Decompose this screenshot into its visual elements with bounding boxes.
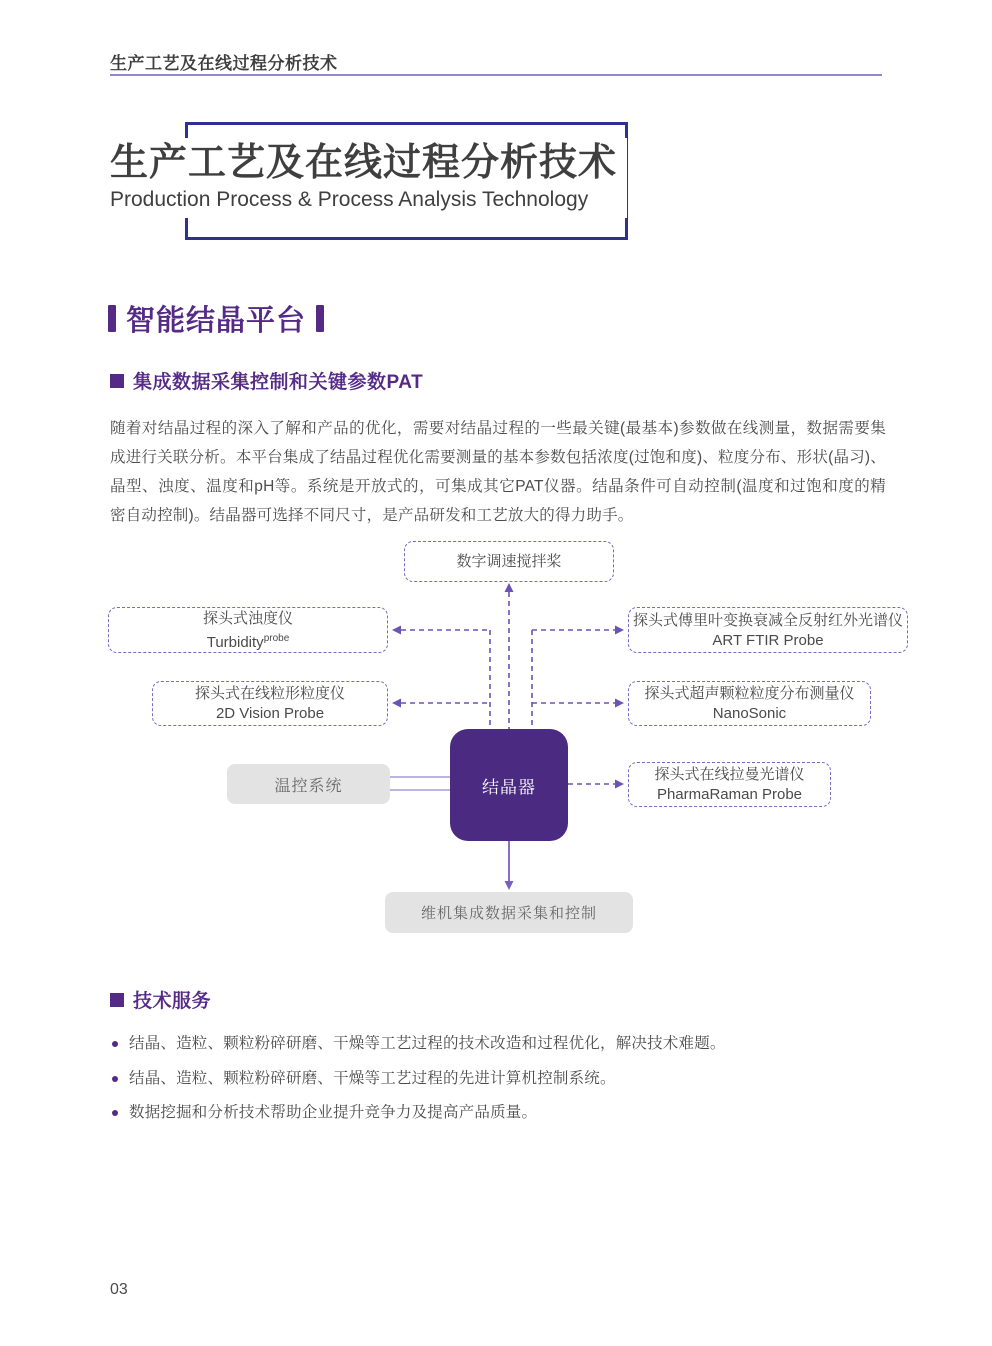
diagram-box-crystallizer (450, 729, 568, 841)
service-bullet-2: 结晶、造粒、颗粒粉碎研磨、干燥等工艺过程的先进计算机控制系统。 (110, 1068, 616, 1089)
diagram-box-stirrer (404, 541, 614, 582)
dot-bullet-icon (112, 1041, 118, 1047)
ftir-cn-label: 探头式傅里叶变换衰减全反射红外光谱仪 (632, 611, 903, 629)
diagram-box-turbidity (108, 607, 388, 653)
dot-bullet-icon (112, 1076, 118, 1082)
subsection-service-heading (110, 986, 211, 1013)
diagram-box-ftir (628, 607, 908, 653)
stirrer-label: 数字调速搅拌桨 (456, 552, 562, 570)
diagram-box-nanosonic (628, 681, 871, 726)
data-control-label: 维机集成数据采集和控制 (420, 905, 597, 922)
section-title: 智能结晶平台 (126, 305, 307, 337)
nanosonic-cn-label: 探头式超声颗粒粒度分布测量仪 (644, 685, 855, 702)
raman-cn-label: 探头式在线拉曼光谱仪 (654, 766, 805, 783)
page-number: 03 (110, 1281, 128, 1298)
title-block (110, 138, 627, 218)
service-bullet-3: 数据挖掘和分析技术帮助企业提升竞争力及提高产品质量。 (110, 1102, 537, 1123)
subsection-service-title: 技术服务 (133, 991, 212, 1012)
service-bullet-1: 结晶、造粒、颗粒粉碎研磨、干燥等工艺过程的技术改造和过程优化，解决技术难题。 (110, 1033, 726, 1054)
subsection-pat-heading (110, 367, 423, 394)
diagram-box-temp-control (227, 764, 390, 804)
turbidity-cn-label: 探头式浊度仪 (202, 609, 293, 627)
page-subtitle: Production Process & Process Analysis Technology (110, 188, 589, 211)
diagram-box-raman (628, 762, 831, 807)
nanosonic-en-label: NanoSonic (712, 705, 787, 722)
square-bullet-icon (110, 374, 124, 388)
running-header-title: 生产工艺及在线过程分析技术 (110, 54, 338, 73)
turbidity-en-label: Turbidity$^{probe}$ (206, 632, 290, 651)
heading-left-bar (108, 305, 116, 332)
diagram-box-2d-vision (152, 681, 388, 726)
page-title: 生产工艺及在线过程分析技术 (110, 142, 618, 184)
vision-en-label: 2D Vision Probe (215, 705, 325, 722)
vision-cn-label: 探头式在线粒形粒度仪 (194, 685, 345, 702)
body-paragraph: 随着对结晶过程的深入了解和产品的优化，需要对结晶过程的一些最关键(最基本)参数做在线测量，数据需要集成进行关联分析。本平台集成了结晶过程优化需要测量的基本参数包括浓度(过饱和度)、粒度分布、形状(晶习)、晶型、浊度、温度和pH等。系统是开放式的，可集成其它PAT仪器。结晶条件可自动控制(温度和过饱和度的精密自动控制)。结晶器可选择不同尺寸，是产品研发和工艺放大的得力助手。 (110, 420, 886, 524)
raman-en-label: PharmaRaman Probe (656, 786, 803, 803)
diagram-box-data-control (385, 892, 633, 933)
temp-control-label: 温控系统 (274, 777, 343, 795)
crystallizer-label: 结晶器 (482, 777, 536, 797)
heading-right-bar (316, 305, 324, 332)
subsection-pat-title: 集成数据采集控制和关键参数PAT (133, 372, 424, 393)
dot-bullet-icon (112, 1110, 118, 1116)
section-heading (108, 298, 324, 339)
square-bullet-icon (110, 993, 124, 1007)
ftir-en-label: ART FTIR Probe (712, 631, 824, 649)
header-rule (110, 74, 882, 76)
